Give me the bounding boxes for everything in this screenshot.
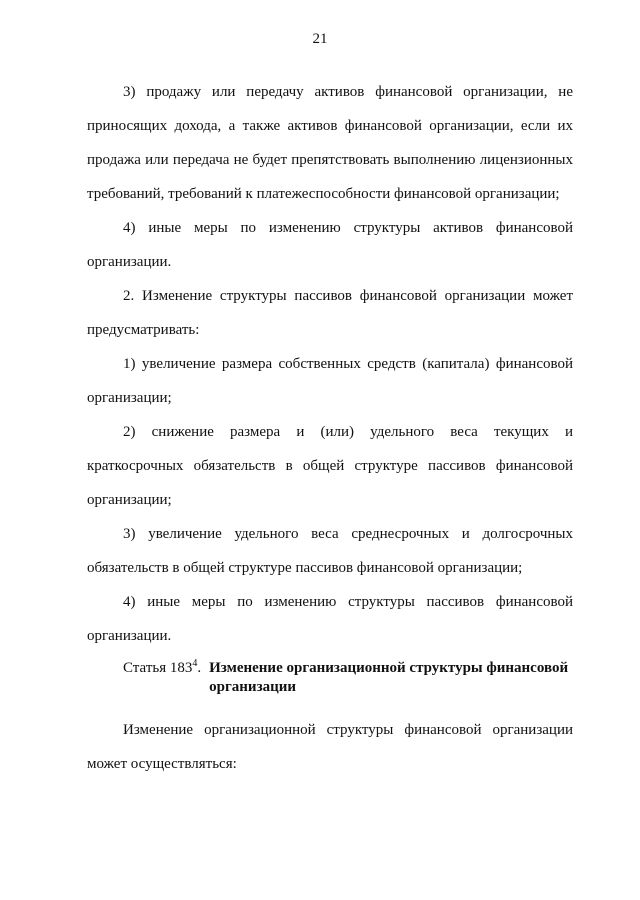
article-title: Изменение организационной структуры финансовой организации [209, 660, 569, 695]
document-body [87, 75, 573, 781]
article-heading [87, 659, 573, 697]
paragraph-item-4-assets: 4) иные меры по изменению структуры активов финансовой организации. [87, 220, 573, 270]
paragraph-org-structure: Изменение организационной структуры финансовой организации может осуществляться: [87, 722, 573, 772]
paragraph-item-2-liabilities: 2) снижение размера и (или) удельного веса текущих и краткосрочных обязательств в общей структуре пассивов финансовой организации; [87, 424, 573, 508]
paragraph-item-3-assets: 3) продажу или передачу активов финансовой организации, не приносящих дохода, а также активов финансовой организации, если их продажа или передача не будет препятствовать выполнению лицензионных требований, требований к платежеспособности финансовой организации; [87, 84, 573, 202]
paragraph-liabilities-intro: 2. Изменение структуры пассивов финансовой организации может предусматривать: [87, 288, 573, 338]
paragraph-item-1-liabilities: 1) увеличение размера собственных средств (капитала) финансовой организации; [87, 356, 573, 406]
article-number [87, 659, 209, 678]
article-label-suffix: . [197, 660, 202, 676]
page-number: 21 [312, 31, 328, 47]
article-label-prefix: Статья 183 [123, 660, 193, 676]
paragraph-item-3-liabilities: 3) увеличение удельного веса среднесрочных и долгосрочных обязательств в общей структуре пассивов финансовой организации; [87, 526, 573, 576]
paragraph-item-4-liabilities: 4) иные меры по изменению структуры пассивов финансовой организации. [87, 594, 573, 644]
article-label-superscript: 4 [192, 658, 198, 669]
